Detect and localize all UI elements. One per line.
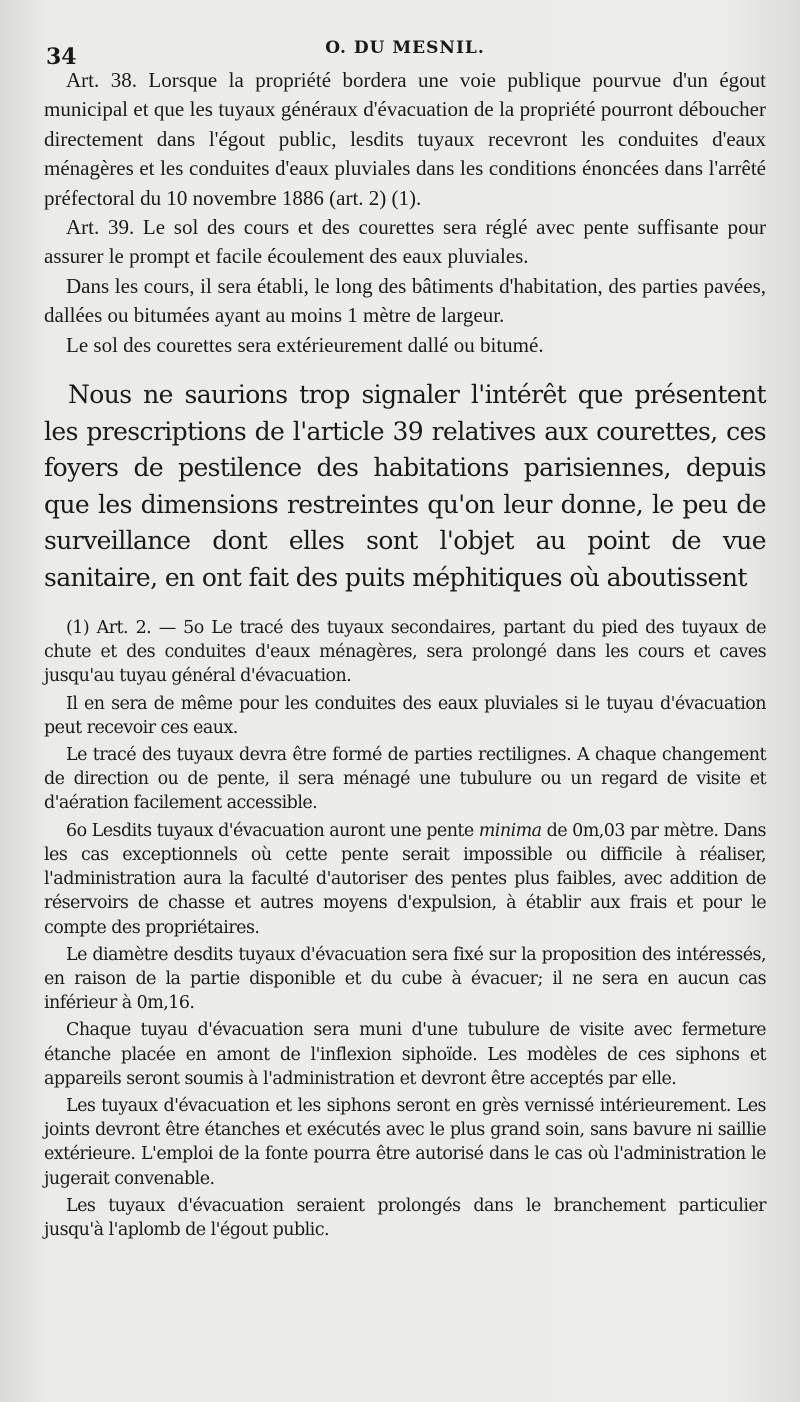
footnote-paragraph: Il en sera de même pour les conduites des eaux pluviales si le tuyau d'évacuation peut recevoir ces eaux. [44, 693, 766, 738]
footnote-paragraph: Les tuyaux d'évacuation seraient prolongés dans le branchement particulier jusqu'à l'aplomb de l'égout public. [44, 1195, 766, 1240]
footnote-text: 6o Lesdits tuyaux d'évacuation auront une pente [66, 820, 479, 841]
page-header [44, 30, 766, 70]
article-38-paragraph: Art. 38. Lorsque la propriété bordera une voie publique pourvue d'un égout municipal et que les tuyaux généraux d'évacuation de la propriété pourront déboucher directement dans l'égout public, lesdits tuyaux recevront les conduites d'eaux ménagères et les conduites d'eaux pluviales dans les conditions énoncées dans l'arrêté préfectoral du 10 novembre 1886 (art. 2) (1). [44, 68, 766, 210]
footnotes-section [44, 616, 766, 1242]
commentary-paragraph: Nous ne saurions trop signaler l'intérêt que présentent les prescriptions de l'article 39 relatives aux courettes, ces foyers de pestilence des habitations parisiennes, depuis que les dimensions restreintes qu'on leur donne, le peu de surveillance dont elles sont l'objet au point de vue sanitaire, en ont fait des puits méphitiques où aboutissent [44, 380, 766, 592]
footnote-1: (1) Art. 2. — 5o Le tracé des tuyaux secondaires, partant du pied des tuyaux de chute et des conduites d'eaux ménagères, sera prolongé dans les cours et caves jusqu'au tuyau général d'évacuation. [44, 618, 766, 687]
running-head: O. DU MESNIL. [325, 38, 485, 58]
footnote-emphasis: minima [478, 820, 542, 841]
footnote-text: de 0m,03 par mètre. Dans les cas exceptionnels où cette pente serait impossible ou difficile à réaliser, l'administration aura la faculté d'autoriser des pentes plus faibles, avec addition de réservoirs de chasse et autres moyens d'expulsion, à établir aux frais et pour le compte des propriétaires. [44, 820, 766, 938]
courts-paragraph: Dans les cours, il sera établi, le long des bâtiments d'habitation, des parties pavées, dallées ou bitumées ayant au moins 1 mètre de largeur. [44, 273, 766, 328]
footnote-paragraph: Chaque tuyau d'évacuation sera muni d'une tubulure de visite avec fermeture étanche placée en amont de l'inflexion siphoïde. Les modèles de ces siphons et appareils seront soumis à l'administration et devront être acceptés par elle. [44, 1020, 766, 1089]
courettes-paragraph: Le sol des courettes sera extérieurement dallé ou bitumé. [66, 332, 544, 357]
page-number: 34 [46, 44, 77, 70]
regulation-text [44, 66, 766, 360]
article-39-paragraph: Art. 39. Le sol des cours et des courettes sera réglé avec pente suffisante pour assurer le prompt et facile écoulement des eaux pluviales. [44, 215, 766, 269]
commentary-section [44, 377, 766, 596]
footnote-paragraph [44, 819, 766, 940]
footnote-paragraph: Les tuyaux d'évacuation et les siphons seront en grès vernissé intérieurement. Les joints devront être étanches et exécutés avec le plus grand soin, sans bavure ni saillie extérieure. L'emploi de la fonte pourra être autorisé dans le cas où l'administration le jugerait convenable. [44, 1095, 766, 1189]
footnote-paragraph: Le tracé des tuyaux devra être formé de parties rectilignes. A chaque changement de direction ou de pente, il sera ménagé une tubulure ou un regard de visite et d'aération facilement accessible. [44, 745, 766, 814]
footnote-paragraph: Le diamètre desdits tuyaux d'évacuation sera fixé sur la proposition des intéressés, en raison de la partie disponible et du cube à évacuer; il ne sera en aucun cas inférieur à 0m,16. [44, 944, 766, 1014]
